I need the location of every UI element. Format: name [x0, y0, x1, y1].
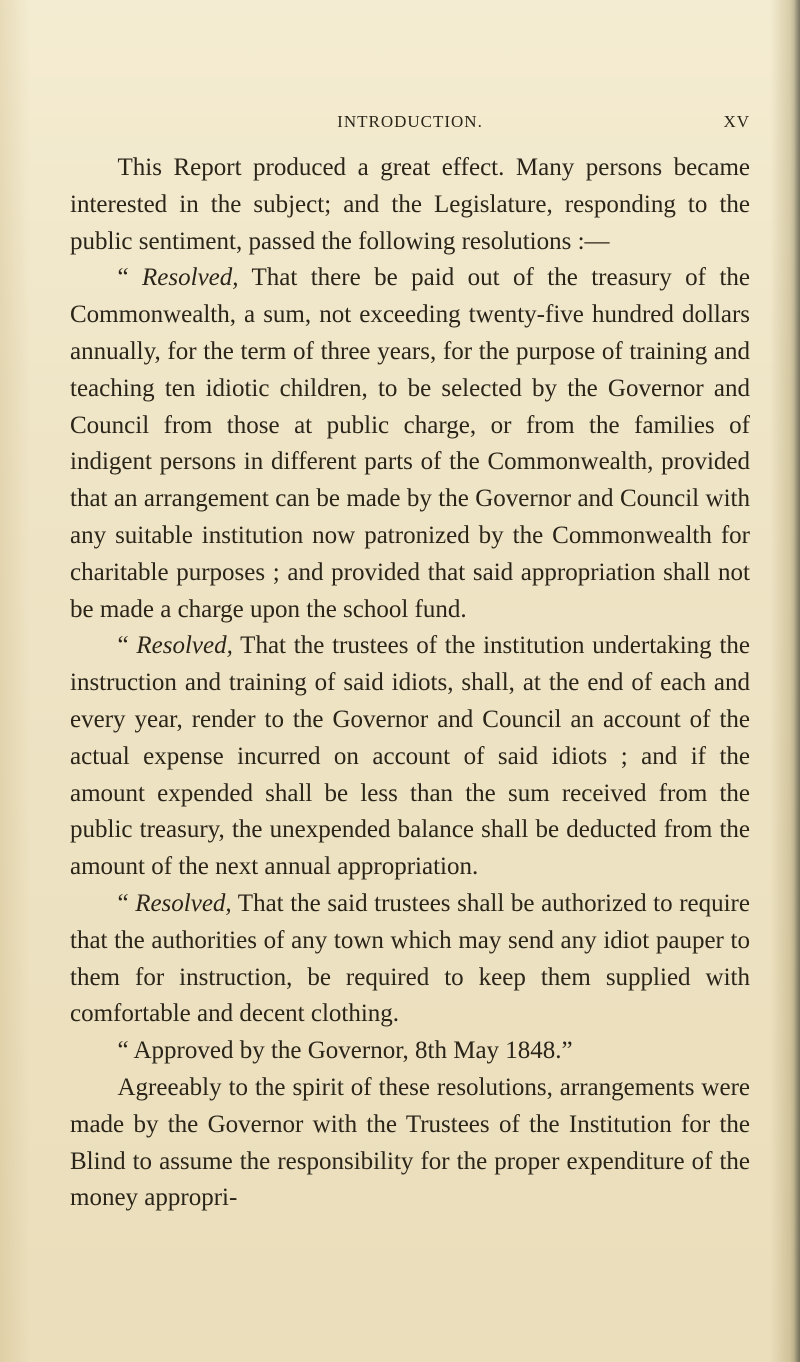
- paragraph-resolution-3: [70, 886, 750, 1033]
- quote-mark: “: [117, 264, 143, 292]
- quote-mark: “: [117, 632, 137, 660]
- quote-mark: “: [117, 889, 136, 917]
- resolved-label: Resolved,: [136, 632, 233, 660]
- paragraph-text: That the trustees of the institution undertaking the instruction and training of said idiots, shall, at the end of each and every year, render to the Governor and Council an account of the actual expense incurred on account of said idiots ; and if the amount expended shall be less than the sum received from the public treasury, the unexpended balance shall be deducted from the amount of the next annual appropriation.: [70, 632, 750, 881]
- paragraph-approval: [70, 1033, 750, 1070]
- paragraph-text: Agreeably to the spirit of these resolutions, arrangements were made by the Governor with the Trustees of the Institution for the Blind to assume the responsibility for the proper expenditure of the money appropri-: [70, 1073, 750, 1212]
- paragraph-text: “ Approved by the Governor, 8th May 1848.”: [117, 1037, 573, 1065]
- page-number: XV: [723, 112, 750, 131]
- running-head: [70, 112, 750, 138]
- paragraph-text: That there be paid out of the treasury of the Commonwealth, a sum, not exceeding twenty-five hundred dollars annually, for the term of three years, for the purpose of training and teaching ten idiotic children, to be selected by the Governor and Council from those at public charge, or from the families of indigent persons in different parts of the Commonwealth, provided that an arrangement can be made by the Governor and Council with any suitable institution now patronized by the Commonwealth for charitable purposes ; and provided that said appropriation shall not be made a charge upon the school fund.: [70, 264, 750, 623]
- resolved-label: Resolved,: [135, 889, 232, 917]
- paragraph-resolution-2: [70, 628, 750, 886]
- paragraph-text: This Report produced a great effect. Many persons became interested in the subject; and the Legislature, responding to the public sentiment, passed the following resolutions :—: [70, 154, 750, 255]
- paragraph-arrangements: [70, 1070, 750, 1217]
- body-text: [70, 150, 750, 1217]
- paragraph-resolution-1: [70, 260, 750, 628]
- running-title: INTRODUCTION.: [337, 112, 483, 131]
- paragraph-intro: [70, 150, 750, 260]
- paragraph-text: That the said trustees shall be authorized to require that the authorities of any town which may send any idiot pauper to them for instruction, be required to keep them supplied with comfortable and decent clothing.: [70, 889, 750, 1028]
- resolved-label: Resolved,: [142, 264, 239, 292]
- page-edge-shadow: [794, 0, 800, 1362]
